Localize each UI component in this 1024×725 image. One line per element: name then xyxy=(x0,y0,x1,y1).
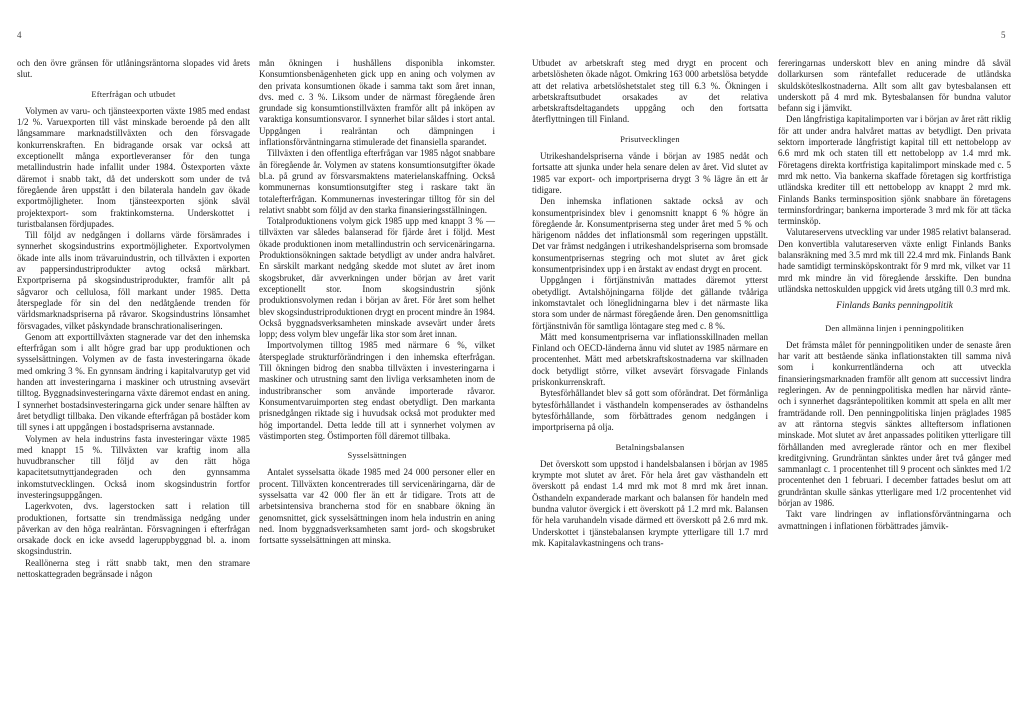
paragraph: Utbudet av arbetskraft steg med drygt en procent och arbetslösheten ökade något. Omkring 163 000 arbetslösa betydde att det relativa arbetslöshetstalet steg till 6.3 %. Ökningen i arbetskraftsutbudet orsakades av det relativa arbetskraftsdeltagandets uppgång och den fortsatta återflyttningen till Finland. xyxy=(532,58,768,125)
text-column-4 xyxy=(778,58,1011,532)
paragraph: mån ökningen i hushållens disponibla inkomster. Konsumtionsbenägenheten gick upp en aning och volymen av den privata konsumtionen ökade i samma takt som året innan, dvs. med c. 3 %. Liksom under de närmast föregående åren grundade sig konsumtionstillväxten framför allt på inköpen av varaktiga konsumtionsvaror. I synnerhet bilar såldes i stort antal. Uppgången i realräntan och dämpningen i inflationsförväntningarna stimulerade det finansiella sparandet. xyxy=(259,58,495,148)
paragraph: Det främsta målet för penningpolitiken under de senaste åren har varit att bestående sänka inflationstakten till samma nivå som i konkurrentländerna och att utveckla finansieringsmarknaden framför allt genom att successivt lindra regleringen. Av de penningpolitiska medlen har närvid ränte- och i synnerhet dagsräntepolitiken kommit att spela en allt mer framträdande roll. Den penningpolitiska linjen präglades 1985 av att räntorna stegvis sänktes allteftersom inflationen minskade. Mot slutet av året anpassades politiken ytterligare till förhållanden med avreglerade räntor och en mer flexibel kreditgivning. Grundräntan sänktes under året två gånger med sammanlagt c. 1 procentenhet till 9 procent och sänktes med 1/2 procentenhet den 1 februari. I december fattades beslut om att grundräntan skulle sänkas ytterligare med 1/2 procentenhet vid början av 1986. xyxy=(778,339,1011,508)
paragraph: Totalproduktionens volym gick 1985 upp med knappt 3 % — tillväxten var således balanserad för fjärde året i följd. Mest ökade produktionen inom metallindustrin och servicenäringarna. Produktionsökningen saktade betydligt av under andra halvåret. En särskilt markant nedgång skedde mot slutet av året inom skogsbruket, där avverkningen under början av året varit exceptionellt stor. Inom skogsindustrin sjönk produktionsvolymen redan i början av året. För året som helhet blev skogsindustriproduktionen drygt en procent mindre än 1984. Också byggnadsverksamheten minskade avsevärt under årets lopp; dess volym blev ungefär lika stor som året innan. xyxy=(259,216,495,340)
section-heading-allmanna-linjen: Den allmänna linjen i penningpolitiken xyxy=(825,323,964,333)
section-heading-prisutvecklingen: Prisutvecklingen xyxy=(620,134,680,144)
paragraph: Den långfristiga kapitalimporten var i början av året rätt riklig för att under andra halvåret mattas av betydligt. Den privata sektorn importerade långfristigt kapital till ett nettobelopp av 6.6 mrd mk och staten till ett nettobelopp av 1.4 mrd mk. Företagens direkta kortfristiga kapitalimport minskade med c. 5 mrd mk netto. Via bankerna skaffade företagen sig kortfristiga utländska krediter till ett nettobelopp av knappt 2 mrd mk. Finlands Banks terminsposition sjönk snabbare än företagens terminsfordringar; bankerna importerade 3 mrd mk för att täcka terminsköp. xyxy=(778,114,1011,227)
paragraph: Lagerkvoten, dvs. lagerstocken satt i relation till produktionen, fortsatte sin trendmässiga nedgång under påverkan av den höga realräntan. Försvagningen i efterfrågan orsakade dock en icke avsedd lageruppbyggnad bl. a. inom skogsindustrin. xyxy=(17,501,250,557)
section-heading-efterfragan: Efterfrågan och utbudet xyxy=(91,89,176,99)
paragraph: Uppgången i förtjänstnivån mattades däremot ytterst obetydligt. Avtalshöjningarna följde det gällande tvååriga inkomstavtalet och löneglidningarna blev i det närmaste lika stora som under de närmast föregående åren. Den genomsnittliga förtjänstnivån för samtliga löntagare steg med c. 8 %. xyxy=(532,275,768,331)
paragraph: Antalet sysselsatta ökade 1985 med 24 000 personer eller en procent. Tillväxten koncentrerades till servicenäringarna, där de sysselsatta var 42 000 fler än ett år tidigare. Trots att de arbetsintensiva brancherna stod för en snabbare ökning än genomsnittet, gick sysselsättningen inom hela industrin en aning ned. Inom byggnadsverksamheten samt jord- och skogsbruket fortsatte sysselsättningen att minska. xyxy=(259,467,495,546)
paragraph: Tillväxten i den offentliga efterfrågan var 1985 något snabbare än föregående år. Volymen av statens konsumtionsutgifter ökade bl.a. på grund av försvarsmaktens materielanskaffning. Också kommunernas konsumtionsutgifter steg i raskare takt än totalefterfrågan. Kommunernas investeringar tilltog för sin del relativt snabbt som följd av den starka finansieringsställningen. xyxy=(259,148,495,215)
paragraph: Utrikeshandelspriserna vände i början av 1985 nedåt och fortsatte att sjunka under hela senare delen av året. Vid slutet av 1985 var export- och importpriserna drygt 3 % lägre än ett år tidigare. xyxy=(532,151,768,195)
text-column-1 xyxy=(17,58,250,580)
paragraph: Takt vare lindringen av inflationsförväntningarna och avmattningen i inflationen förbättrades jämvik- xyxy=(778,509,1011,531)
paragraph: och den övre gränsen för utlåningsräntorna slopades vid årets slut. xyxy=(17,58,250,80)
paragraph: Volymen av hela industrins fasta investeringar växte 1985 med knappt 15 %. Tillväxten var kraftig inom alla huvudbranscher till följd av den rätt höga kapacitetsutnyttjandegraden och den gynnsamma inkomstutvecklingen. Också inom skogsindustrin fortfor investeringsuppgången. xyxy=(17,433,250,500)
text-column-2 xyxy=(259,58,495,546)
paragraph: Genom att exporttillväxten stagnerade var det den inhemska efterfrågan som i allt högre grad bar upp produktionen och sysselsättningen. Volymen av de fasta investeringarna ökade med omkring 3 %. En gynnsam ändring i kapitalvarutyp get vid handen att investeringarna i maskiner och utrustning avsevärt tilltog. Byggnadsinvesteringarna växte däremot endast en aning. I synnerhet bostadsinvesteringarna gick under senare hälften av året betydligt tillbaka. Den vikande efterfrågan på bostäder kom till synes i att uppgången i bostadspriserna avstannade. xyxy=(17,331,250,433)
paragraph: Den inhemska inflationen saktade också av och konsumentprisindex blev i genomsnitt knappt 6 % högre än föregående år. Konsumentpriserna steg under året med 5 % och härigenom nåddes det inflationsmål som regeringen uppställt. Det var främst nedgången i utrikeshandelspriserna som bromsade konsumentprisernas stegring och mot slutet av året gick konsumentprisindex upp i en årstakt av endast drygt en procent. xyxy=(532,196,768,275)
paragraph: Till följd av nedgången i dollarns värde försämrades i synnerhet skogsindustrins exportmöjligheter. Exportvolymen ökade inte alls inom trävaruindustrin, och tillväxten i exporten av pappersindustriprodukter avtog också märkbart. Exportpriserna på skogsindustriprodukter, framför allt på sågvaror och cellulosa, föll markant under 1985. Detta återspeglade för sin del den nedåtgående trenden för världsmarknadspriserna på råvaror. Skogsindustrins lönsamhet försvagades, vilket påskyndade branschrationaliseringen. xyxy=(17,230,250,331)
section-heading-sysselsattningen: Sysselsättningen xyxy=(347,451,407,461)
paragraph: Importvolymen tilltog 1985 med närmare 6 %, vilket återspeglade strukturförändringen i den inhemska efterfrågan. Till ökningen bidrog den snabba tillväxten i investeringarna i maskiner och utrustning samt den livliga verksamheten inom de industribranscher som använde importerade råvaror. Konsumentvaruimporten steg endast obetydligt. Den markanta prisnedgången riktade sig i huvudsak också mot produkter med hög importandel. Detta ledde till att i synnerhet volymen av västimporten steg. Östimporten föll däremot tillbaka. xyxy=(259,340,495,441)
paragraph: Det överskott som uppstod i handelsbalansen i början av 1985 krympte mot slutet av året. För hela året gav västhandeln ett överskott på endast 1.4 mrd mk mot 8 mrd mk året innan. Östhandeln expanderade markant och balansen för handeln med bundna valutor övergick i ett överskott på 1.2 mrd mk. Balansen för hela varuhandeln visade därmed ett överskott på 2.6 mrd mk. Underskottet i tjänstebalansen krympte ytterligare till 1.7 mrd mk. Kapitalavkastningens och trans- xyxy=(532,458,768,548)
paragraph: Mätt med konsumentpriserna var inflationsskillnaden mellan Finland och OECD-länderna ännu vid slutet av 1985 närmare en procentenhet. Mätt med arbetskraftskostnaderna var skillnaden dock betydligt större, vilket avsevärt försvagade Finlands priskonkurrenskraft. xyxy=(532,331,768,388)
paragraph: Reallönerna steg i rätt snabb takt, men den stramare nettoskattegraden begränsade i någon xyxy=(17,557,250,580)
text-column-3 xyxy=(532,58,768,549)
paragraph: fereringarnas underskott blev en aning mindre då såväl dollarkursen som räntefallet reducerade de utländska skuldsköteslkostnaderna. Allt som allt gav bytesbalansen ett underskott på 4 mrd mk. Bytesbalansen för bundna valutor befann sig i jämvikt. xyxy=(778,58,1011,114)
paragraph: Bytesförhållandet blev så gott som oförändrat. Det förmånliga bytesförhållandet i västhandeln kompenserades av östhandelns bytesförhållande, som förbättrades genom nedgången i importpriserna på olja. xyxy=(532,388,768,433)
paragraph: Valutareservens utveckling var under 1985 relativt balanserad. Den konvertibla valutareserven växte enligt Finlands Banks balansräkning med 3.5 mrd mk till 22.4 mrd mk. Finlands Bank hade samtidigt terminsköpskontrakt för 9 mrd mk, vilket var 11 mrd mk mindre än vid föregående årsskifte. Den bundna utländska nettoskulden uppgick vid årets utgång till 0.3 mrd mk. xyxy=(778,227,1011,294)
page-number-right: 5 xyxy=(1001,30,1006,40)
chapter-heading-penningpolitik: Finlands Banks penningpolitik xyxy=(836,301,953,312)
page-number-left: 4 xyxy=(17,30,22,40)
section-heading-betalningsbalansen: Betalningsbalansen xyxy=(615,442,685,452)
paragraph: Volymen av varu- och tjänsteexporten växte 1985 med endast 1/2 %. Varuexporten till väst minskade beroende på den allt långsammare marknadstillväxten och den försvagade konkurrenskraften. En bidragande orsak var också att exceptionellt många exportleveranser för den tunga metallindustrin hade infallit under 1984. Östexporten växte däremot i snabb takt, då det underskott som under de två föregående åren uppstått i den bilaterala handeln gav ökade exportmöjligheter. Inom tjänsteexporten sjönk såväl projektexport- som fraktinkomsterna. Underskottet i turistbalansen fördjupades. xyxy=(17,105,250,229)
